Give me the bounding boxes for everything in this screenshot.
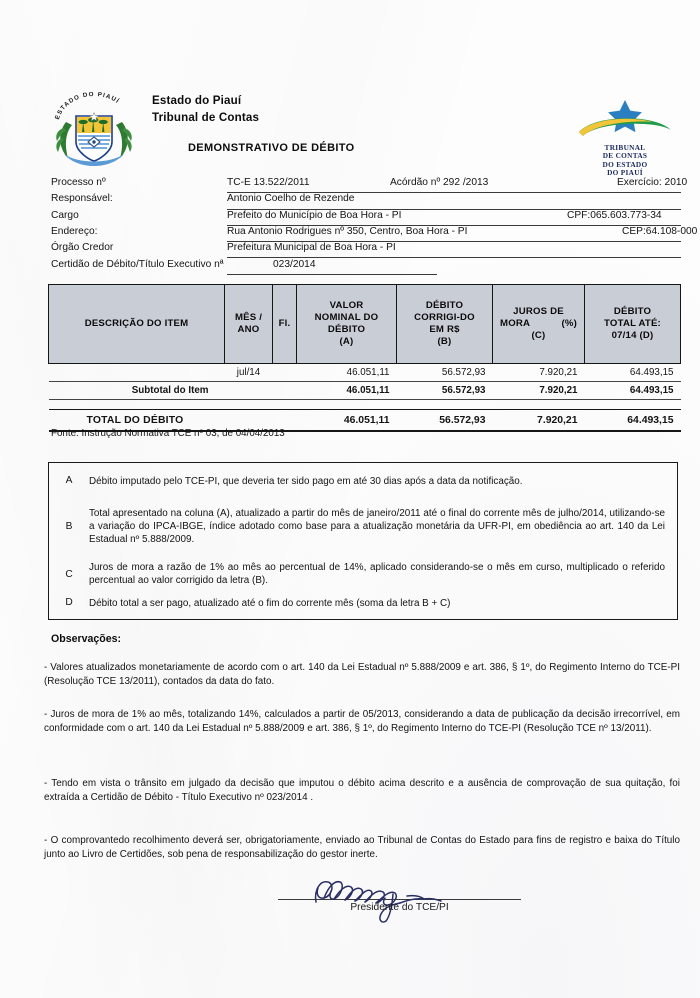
certidao-value: 023/2014 xyxy=(273,259,316,271)
processo-label: Processo nº xyxy=(51,177,106,188)
cell-debito-total: 64.493,15 xyxy=(585,364,681,382)
responsavel-value-underline xyxy=(227,192,681,209)
signature-line xyxy=(278,899,521,900)
responsavel-value: Antonio Coelho de Rezende xyxy=(227,193,355,205)
orgao-credor-value-underline xyxy=(227,241,681,258)
tce-pi-logo xyxy=(575,98,675,178)
col-header-valor-nominal-l3: DÉBITO xyxy=(327,324,366,335)
legend-text-c: Juros de mora a razão de 1% ao mês ao percentual de 14%, aplicado considerando-se o mês em curso, multiplicado o referido percentual ao valor corrigido da letra (B). xyxy=(89,562,665,587)
spacer-cell xyxy=(585,400,681,410)
col-header-debito-corrigido-l1: DÉBITO xyxy=(425,300,464,311)
col-header-juros-mora xyxy=(493,285,585,364)
col-header-juros-l3: (C) xyxy=(531,330,546,341)
col-header-juros-l2a: MORA xyxy=(500,318,531,329)
col-header-debito-corrigido-l2: CORRIGI-DO xyxy=(414,312,475,323)
cell-debito-total: 64.493,15 xyxy=(585,382,681,400)
debt-table xyxy=(48,284,681,432)
table-header-row xyxy=(49,285,681,364)
legend-box xyxy=(48,462,678,620)
field-row-responsavel xyxy=(51,192,681,208)
observation-item-2-text: - Juros de mora de 1% ao mês, totalizando 14%, calculados a partir de 05/2013, considerando a data de publicação da decisão irrecorrível, em conformidade com o art. 140 da Lei Estadual nº 5.888/2009 e art. 386, § 1º, do Regimento Interno do TCE-PI (Resolução TCE nº 13/2011). xyxy=(44,709,680,735)
col-header-debito-corrigido-l3: EM R$ xyxy=(429,324,460,335)
tce-logo-line2: DE CONTAS xyxy=(602,151,648,161)
cell-total-debito-total: 64.493,15 xyxy=(585,410,681,432)
legend-text-d: Débito total a ser pago, atualizado até o fim do corrente mês (soma da letra B + C) xyxy=(89,598,451,609)
cell-valor-nominal: 46.051,11 xyxy=(297,364,397,382)
cell-descricao xyxy=(49,364,225,382)
svg-text:ESTADO DO PIAUÍ: ESTADO DO PIAUÍ xyxy=(53,92,121,121)
legend-key-d: D xyxy=(65,597,73,608)
field-row-endereco xyxy=(51,225,698,241)
field-row-certidao xyxy=(51,258,681,275)
cpf-value: CPF:065.603.773-34 xyxy=(567,209,662,221)
endereco-value-underline xyxy=(227,225,698,242)
observation-item-3 xyxy=(44,777,680,805)
cell-debito-corrigido: 56.572,93 xyxy=(397,382,493,400)
acordao-value: Acórdão nº 292 /2013 xyxy=(390,177,489,188)
col-header-valor-nominal-l1: VALOR xyxy=(329,300,364,311)
col-header-mes-ano-l1: MÊS / xyxy=(234,312,263,323)
org-title-line1: Estado do Piauí xyxy=(152,94,242,107)
legend-key-c: C xyxy=(65,568,73,580)
spacer-cell xyxy=(49,400,225,410)
processo-value: TC-E 13.522/2011 xyxy=(227,177,310,188)
cargo-value: Prefeito do Município de Boa Hora - PI xyxy=(227,209,402,221)
cell-mes-ano xyxy=(225,382,273,400)
responsavel-label: Responsável: xyxy=(51,193,113,205)
spacer-cell xyxy=(397,400,493,410)
header-fields xyxy=(51,176,698,275)
observation-item-4 xyxy=(44,834,680,862)
tce-logo-line4: DO PIAUÍ xyxy=(607,168,643,178)
cell-total-juros-mora: 7.920,21 xyxy=(493,410,585,432)
observation-item-3-text: - Tendo em vista o trânsito em julgado da decisão que imputou o débito acima descrito e a ausência de comprovação de sua quitação, foi extraída a Certidão de Débito - Título Executivo nº 023/2014 . xyxy=(44,778,680,804)
col-header-debito-corrigido xyxy=(397,285,493,364)
table-source-note: Fonte: Instrução Normativa TCE nº 03, de 04/04/2013 xyxy=(51,428,285,439)
cell-mes-ano: jul/14 xyxy=(225,364,273,382)
col-header-juros-l1: JUROS DE xyxy=(513,306,564,317)
spacer-cell xyxy=(225,400,273,410)
spacer-cell xyxy=(273,400,297,410)
col-header-fl: Fl. xyxy=(273,285,297,364)
col-header-debito-total-l1: DÉBITO xyxy=(613,306,652,317)
spacer-cell xyxy=(297,400,397,410)
col-header-valor-nominal xyxy=(297,285,397,364)
cell-total-valor-nominal: 46.051,11 xyxy=(297,410,397,432)
spacer-cell xyxy=(493,400,585,410)
col-header-mes-ano-l2: ANO xyxy=(237,324,260,335)
organization-title xyxy=(152,93,259,126)
observation-item-1-text: - Valores atualizados monetariamente de acordo com o art. 140 da Lei Estadual nº 5.888/2009 e art. 386, § 1º, do Regimento Interno do TCE-PI (Resolução TCE 13/2011), contados da data do fato. xyxy=(44,662,680,688)
col-header-debito-total xyxy=(585,285,681,364)
legend-row-c xyxy=(49,561,677,587)
signature-caption: Presidente do TCE/PI xyxy=(350,902,449,913)
handwritten-signature xyxy=(310,872,470,924)
col-header-debito-corrigido-l4: (B) xyxy=(437,336,452,347)
col-header-debito-total-l3: 07/14 (D) xyxy=(611,330,654,341)
col-header-juros-l2b: (%) xyxy=(561,318,577,329)
processo-value-underline xyxy=(227,176,681,193)
cell-total-label: TOTAL DO DÉBITO xyxy=(49,410,225,432)
legend-row-d xyxy=(49,597,677,610)
observations-title: Observações: xyxy=(51,633,122,645)
cep-value: CEP:64.108-000 xyxy=(622,225,698,237)
table-row-subtotal xyxy=(49,382,681,400)
orgao-credor-label: Órgão Credor xyxy=(51,242,114,254)
endereco-label: Endereço: xyxy=(51,225,98,237)
orgao-credor-value: Prefeitura Municipal de Boa Hora - PI xyxy=(227,242,396,254)
field-row-cargo xyxy=(51,209,681,225)
legend-text-b: Total apresentado na coluna (A), atualizado a partir do mês de janeiro/2011 até o final do corrente mês de julho/2014, utilizando-se a variação do IPCA-IBGE, índice adotado como base para a atualização monetária da UFR-PI, em obediência ao art. 140 da Lei Estadual nº 5.888/2009. xyxy=(89,508,665,546)
cell-juros-mora: 7.920,21 xyxy=(493,364,585,382)
org-title-line2: Tribunal de Contas xyxy=(152,110,260,124)
legend-key-b: B xyxy=(65,521,73,533)
col-header-valor-nominal-l4: (A) xyxy=(339,336,354,347)
cargo-label: Cargo xyxy=(51,209,79,221)
col-header-descricao: DESCRIÇÃO DO ITEM xyxy=(49,285,225,364)
piaui-coat-of-arms-icon xyxy=(48,92,140,168)
observation-item-2 xyxy=(44,708,680,736)
col-header-mes-ano xyxy=(225,285,273,364)
observation-item-1 xyxy=(44,661,680,689)
legend-row-a xyxy=(49,475,677,488)
tce-logo-text xyxy=(575,144,675,178)
field-row-processo xyxy=(51,176,688,192)
certidao-label: Certidão de Débito/Título Executivo nª xyxy=(51,259,224,271)
col-header-debito-total-l2: TOTAL ATÉ: xyxy=(604,318,661,329)
cell-juros-mora: 7.920,21 xyxy=(493,382,585,400)
exercicio-value: Exercício: 2010 xyxy=(617,177,688,188)
document-title: DEMONSTRATIVO DE DÉBITO xyxy=(188,142,355,154)
cell-total-debito-corrigido: 56.572,93 xyxy=(397,410,493,432)
cell-debito-corrigido: 56.572,93 xyxy=(397,364,493,382)
tce-logo-line3: DO ESTADO xyxy=(602,159,648,169)
table-row xyxy=(49,364,681,382)
observation-item-4-text: - O comprovantedo recolhimento deverá ser, obrigatoriamente, enviado ao Tribunal de Contas do Estado para fins de registro e baixa do Título junto ao Livro de Certidões, sob pena de responsabilização do gestor inerte. xyxy=(44,835,680,861)
certidao-value-underline xyxy=(227,258,437,275)
tce-logo-line1: TRIBUNAL xyxy=(604,143,646,152)
legend-row-b xyxy=(49,507,677,547)
cell-descricao: Subtotal do Item xyxy=(49,382,225,400)
endereco-value: Rua Antonio Rodrigues nº 350, Centro, Boa Hora - PI xyxy=(227,225,468,237)
col-header-valor-nominal-l2: NOMINAL DO xyxy=(314,312,379,323)
field-row-orgao-credor xyxy=(51,241,681,257)
table-spacer-row xyxy=(49,400,681,410)
cargo-value-underline xyxy=(227,209,681,226)
cell-valor-nominal: 46.051,11 xyxy=(297,382,397,400)
legend-text-a: Débito imputado pelo TCE-PI, que deveria ter sido pago em até 30 dias após a data da notificação. xyxy=(89,476,523,487)
legend-key-a: A xyxy=(65,475,73,486)
cell-fl xyxy=(273,364,297,382)
cell-fl xyxy=(273,382,297,400)
